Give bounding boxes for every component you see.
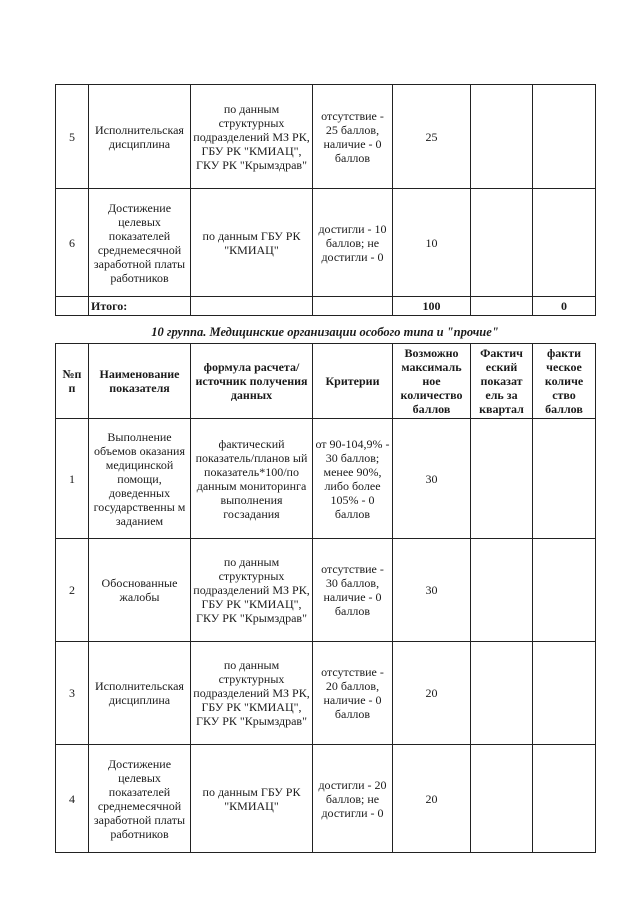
actual-value [471,642,533,745]
actual-score [533,539,596,642]
indicator-name: Обоснованные жалобы [89,539,191,642]
actual-value [471,539,533,642]
table-row [56,642,596,745]
data-source: по данным структурных подразделений МЗ РК, ГБУ РК "КМИАЦ", ГКУ РК "Крымздрав" [191,642,313,745]
max-score: 25 [393,85,471,189]
criteria: отсутствие - 25 баллов, наличие - 0 баллов [313,85,393,189]
table-row [56,539,596,642]
header-criteria: Критерии [313,344,393,419]
indicator-name: Исполнительская дисциплина [89,85,191,189]
header-name: Наименование показателя [89,344,191,419]
row-number: 2 [56,539,89,642]
indicator-name: Исполнительская дисциплина [89,642,191,745]
row-number: 6 [56,189,89,297]
total-row [56,297,596,316]
actual-score [533,745,596,853]
group9-table [55,84,596,316]
row-number: 1 [56,419,89,539]
indicator-name: Достижение целевых показателей среднемесячной заработной платы работников [89,745,191,853]
header-count: факти ческое количе ство баллов [533,344,596,419]
group10-table [55,343,596,853]
actual-score [533,419,596,539]
header-num: №п п [56,344,89,419]
actual-value [471,745,533,853]
table-row [56,419,596,539]
max-score: 30 [393,539,471,642]
data-source: по данным структурных подразделений МЗ РК, ГБУ РК "КМИАЦ", ГКУ РК "Крымздрав" [191,85,313,189]
header-source: формула расчета/источник получения данных [191,344,313,419]
actual-score [533,85,596,189]
total-max-score: 100 [393,297,471,316]
row-number: 5 [56,85,89,189]
header-actual: Фактич еский показат ель за квартал [471,344,533,419]
max-score: 30 [393,419,471,539]
indicator-name: Достижение целевых показателей среднемесячной заработной платы работников [89,189,191,297]
header-max: Возможно максималь ное количество баллов [393,344,471,419]
max-score: 20 [393,642,471,745]
data-source: фактический показатель/планов ый показатель*100/по данным мониторинга выполнения госзадания [191,419,313,539]
criteria: достигли - 20 баллов; не достигли - 0 [313,745,393,853]
total-actual-score: 0 [533,297,596,316]
actual-score [533,189,596,297]
row-number: 3 [56,642,89,745]
data-source: по данным структурных подразделений МЗ РК, ГБУ РК "КМИАЦ", ГКУ РК "Крымздрав" [191,539,313,642]
criteria: отсутствие - 30 баллов, наличие - 0 баллов [313,539,393,642]
criteria: достигли - 10 баллов; не достигли - 0 [313,189,393,297]
table-row [56,189,596,297]
group-title: 10 группа. Медицинские организации особого типа и "прочие" [151,325,499,339]
actual-value [471,189,533,297]
criteria: от 90-104,9% - 30 баллов; менее 90%, либо более 105% - 0 баллов [313,419,393,539]
total-label: Итого: [89,297,191,316]
row-number: 4 [56,745,89,853]
data-source: по данным ГБУ РК "КМИАЦ" [191,745,313,853]
criteria: отсутствие - 20 баллов, наличие - 0 баллов [313,642,393,745]
table-row [56,745,596,853]
data-source: по данным ГБУ РК "КМИАЦ" [191,189,313,297]
indicator-name: Выполнение объемов оказания медицинской помощи, доведенных государственны м заданием [89,419,191,539]
table-header [56,344,596,419]
table-row [56,85,596,189]
max-score: 20 [393,745,471,853]
max-score: 10 [393,189,471,297]
actual-value [471,85,533,189]
actual-score [533,642,596,745]
actual-value [471,419,533,539]
